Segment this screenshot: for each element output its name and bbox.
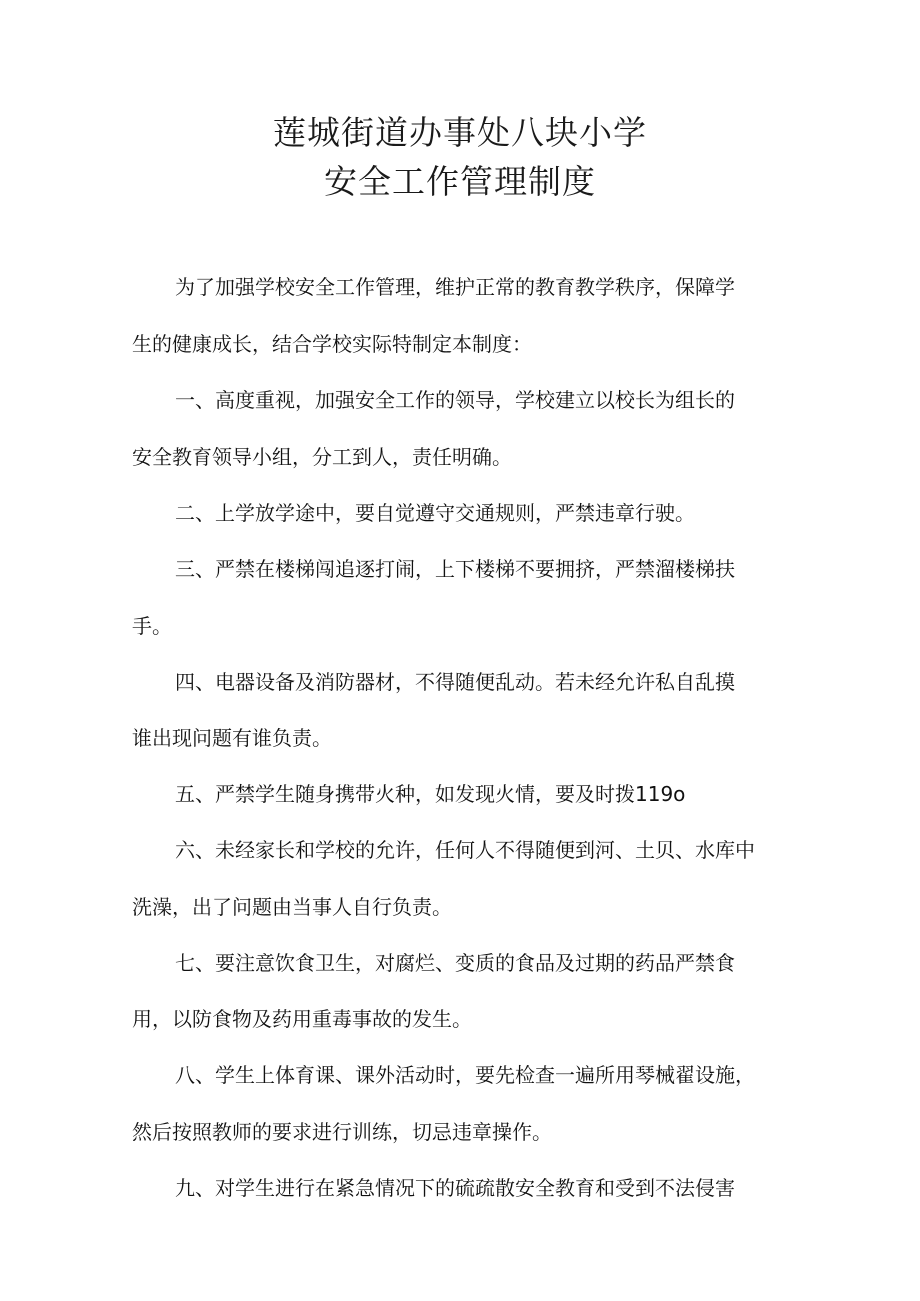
- rule-2-line-1: 二、上学放学途中，要自觉遵守交通规则，严禁违章行驶。: [175, 501, 695, 525]
- rule-6-line-1: 六、未经家长和学校的允许，任何人不得随便到河、土贝、水库中: [175, 838, 755, 862]
- rule-7-line-1: 七、要注意饮食卫生，对腐烂、变质的食品及过期的药品严禁食: [175, 951, 735, 975]
- rule-3-line-1: 三、严禁在楼梯闯追逐打闹，上下楼梯不要拥挤，严禁溜楼梯扶: [175, 557, 735, 581]
- rule-8-line-2: 然后按照教师的要求进行训练，切忌违章操作。: [132, 1120, 552, 1144]
- rule-1-line-2: 安全教育领导小组，分工到人，责任明确。: [132, 445, 512, 469]
- rule-7-line-2: 用，以防食物及药用重毒事故的发生。: [132, 1007, 472, 1031]
- paragraph-intro-line-2: 生的健康成长，结合学校实际特制定本制度：: [132, 332, 532, 356]
- paragraph-intro-line-1: 为了加强学校安全工作管理，维护正常的教育教学秩序，保障学: [175, 275, 735, 299]
- rule-4-line-2: 谁出现问题有谁负责。: [132, 726, 332, 750]
- rule-8-line-1: 八、学生上体育课、课外活动时，要先检查一遍所用琴械翟设施，: [175, 1063, 755, 1087]
- rule-3-line-2: 手。: [132, 614, 172, 638]
- rule-4-line-1: 四、电器设备及消防器材，不得随便乱动。若未经允许私自乱摸: [175, 670, 735, 694]
- rule-6-line-2: 洗澡，出了问题由当事人自行负责。: [132, 895, 452, 919]
- document-title-line-2: 安全工作管理制度: [324, 162, 596, 201]
- document-title-line-1: 莲城街道办事处八块小学: [273, 113, 647, 152]
- rule-5-line-1: 五、严禁学生随身携带火种，如发现火情，要及时拨119o: [175, 782, 686, 806]
- rule-9-line-1: 九、对学生进行在紧急情况下的硫疏散安全教育和受到不法侵害: [175, 1176, 735, 1200]
- rule-1-line-1: 一、高度重视，加强安全工作的领导，学校建立以校长为组长的: [175, 388, 735, 412]
